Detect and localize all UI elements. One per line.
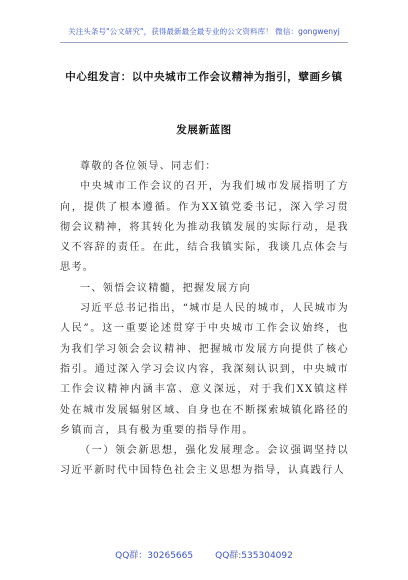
footer-qq-group-2: QQ群:535304092 <box>215 551 293 561</box>
paragraph-subsection: （一）领会新思想，强化发展理念。会议强调坚持以习近平新时代中国特色社会主义思想为指导，认真践行人 <box>60 445 349 477</box>
header-banner: 关注头条号"公文研究"，获得最新最全最专业的公文资料库！ 微信：gongwenyj <box>68 27 340 36</box>
document-body <box>60 157 349 482</box>
footer <box>0 548 408 561</box>
paragraph-quote: 习近平总书记指出，“城市是人民的城市，人民城市为人民”。这一重要论述贯穿于中央城市工作会议始终，也为我们学习领会会议精神、把握城市发展方向提供了核心指引。通过深入学习会议内容，我深刻认识到，中央城市工作会议精神内涵丰富、意义深远，对于我们XX镇这样处在城市发展辐射区域、自身也在不断探索城镇化路径的乡镇而言，具有极为重要的指导作用。 <box>60 303 349 436</box>
document-title-line-2: 发展新蓝图 <box>176 124 232 136</box>
section-heading: 一、领悟会议精髓，把握发展方向 <box>80 282 251 294</box>
header-divider <box>60 42 348 43</box>
footer-qq-group-1: QQ群：30265665 <box>115 551 194 561</box>
document-title-line-1: 中心组发言：以中央城市工作会议精神为指引，擘画乡镇 <box>65 71 343 83</box>
paragraph-intro: 中央城市工作会议的召开，为我们城市发展指明了方向，提供了根本遵循。作为XX镇党委书记，深入学习贯彻会议精神，将其转化为推动我镇发展的实际行动，是我义不容辞的责任。在此，结合我镇实际，我谈几点体会与思考。 <box>60 181 349 274</box>
salutation: 尊敬的各位领导、同志们： <box>80 161 217 172</box>
